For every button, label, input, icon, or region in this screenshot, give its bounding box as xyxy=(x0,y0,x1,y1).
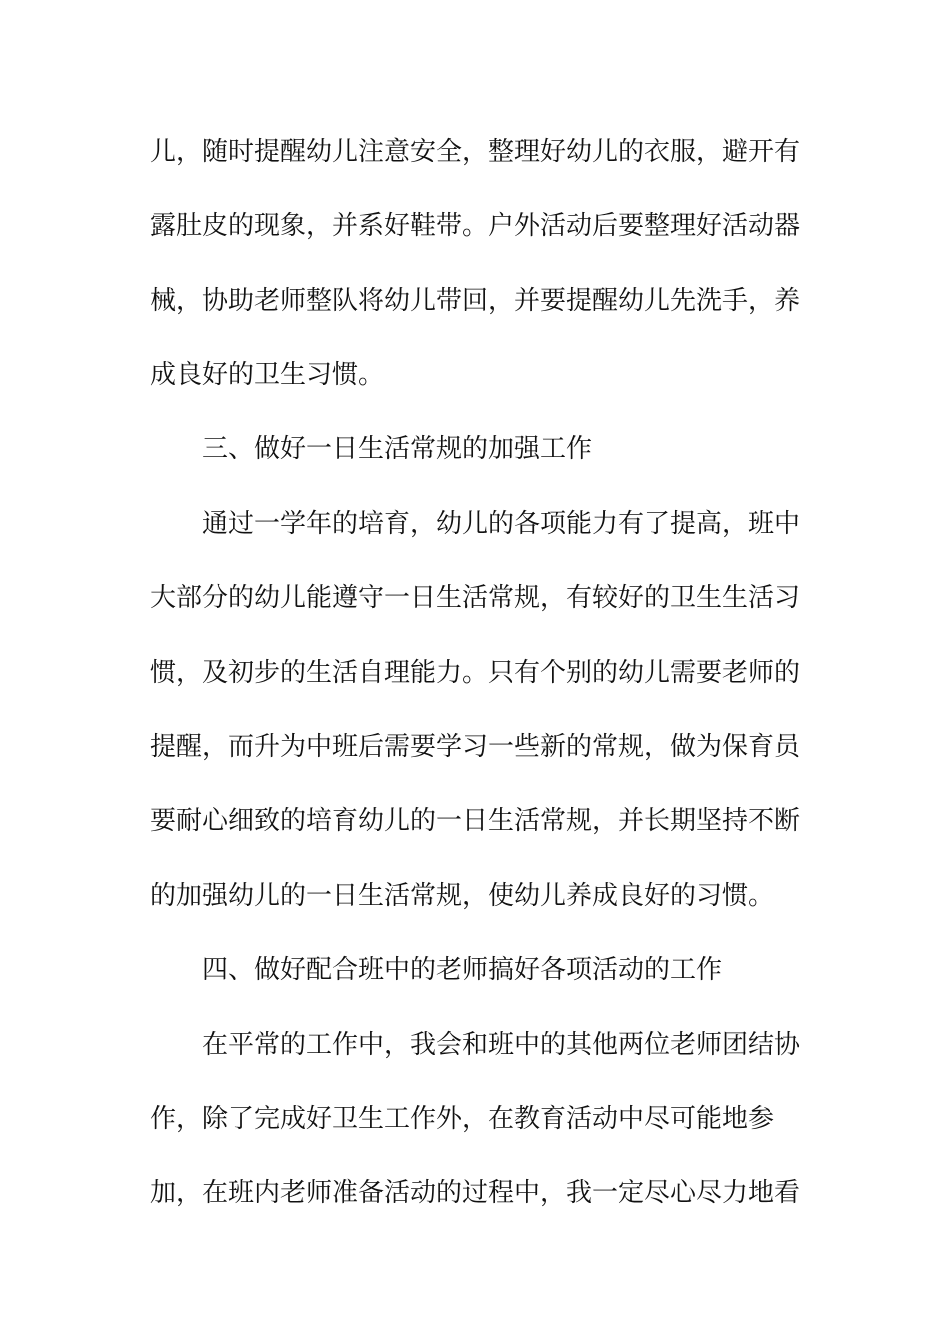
paragraph-line: 惯，及初步的生活自理能力。只有个别的幼儿需要老师的 xyxy=(150,658,801,688)
paragraph-line: 的加强幼儿的一日生活常规，使幼儿养成良好的习惯。 xyxy=(150,881,775,911)
paragraph-line: 要耐心细致的培育幼儿的一日生活常规，并长期坚持不断 xyxy=(150,806,801,836)
paragraph-line: 大部分的幼儿能遵守一日生活常规，有较好的卫生生活习 xyxy=(150,583,801,613)
section-heading-4: 四、做好配合班中的老师搞好各项活动的工作 xyxy=(202,955,723,985)
paragraph-line: 加，在班内老师准备活动的过程中，我一定尽心尽力地看 xyxy=(150,1178,801,1208)
paragraph-line: 成良好的卫生习惯。 xyxy=(150,360,385,390)
paragraph-line: 提醒，而升为中班后需要学习一些新的常规，做为保育员 xyxy=(150,732,801,762)
paragraph-line: 通过一学年的培育，幼儿的各项能力有了提高，班中 xyxy=(202,509,801,539)
paragraph-line: 械，协助老师整队将幼儿带回，并要提醒幼儿先洗手，养 xyxy=(150,286,801,316)
paragraph-line: 露肚皮的现象，并系好鞋带。户外活动后要整理好活动器 xyxy=(150,211,801,241)
paragraph-line: 作，除了完成好卫生工作外，在教育活动中尽可能地参 xyxy=(150,1104,775,1134)
section-heading-3: 三、做好一日生活常规的加强工作 xyxy=(202,434,593,464)
paragraph-line: 在平常的工作中，我会和班中的其他两位老师团结协 xyxy=(202,1030,801,1060)
paragraph-line: 儿，随时提醒幼儿注意安全，整理好幼儿的衣服，避开有 xyxy=(150,137,801,167)
